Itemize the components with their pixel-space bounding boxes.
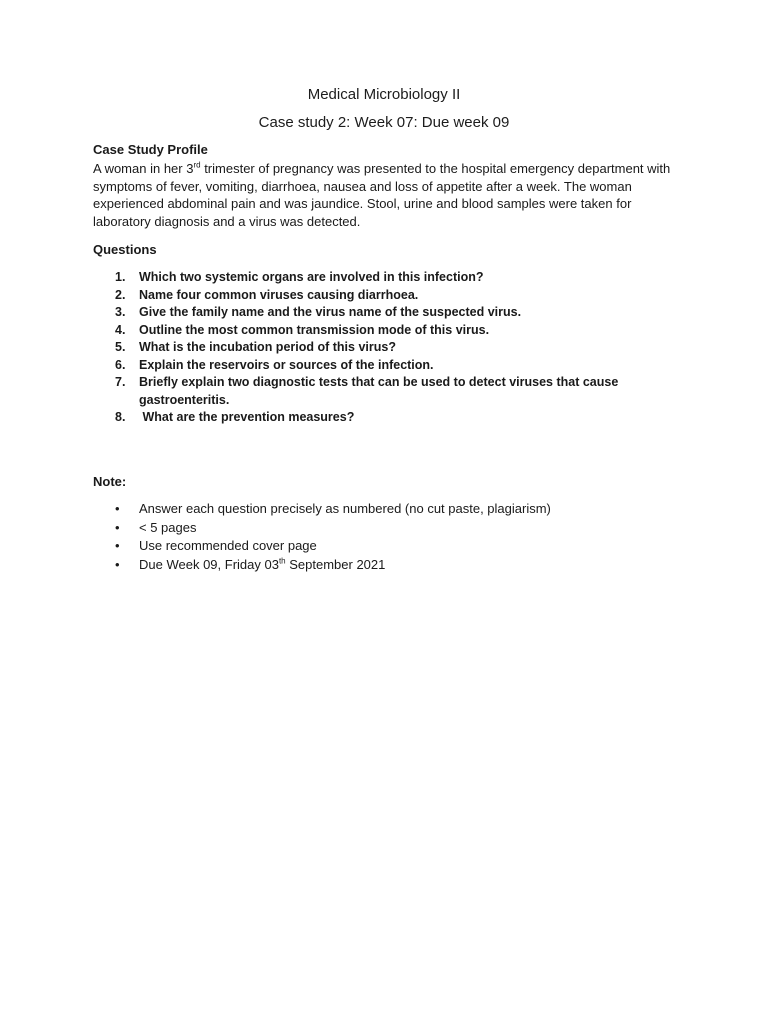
- profile-text-part1: A woman in her 3: [93, 161, 194, 176]
- note-item: [93, 537, 653, 556]
- bullet-icon: •: [115, 519, 120, 535]
- note-item: [93, 519, 653, 538]
- note-text: Answer each question precisely as numbered (no cut paste, plagiarism): [139, 501, 551, 516]
- question-number: 7.: [115, 375, 126, 389]
- question-text: Which two systemic organs are involved in this infection?: [139, 270, 484, 284]
- question-number: 4.: [115, 322, 126, 337]
- questions-heading: Questions: [93, 242, 157, 257]
- question-item: [93, 322, 633, 340]
- question-item: [93, 374, 633, 409]
- due-text-part1: Due Week 09, Friday 03: [139, 556, 279, 572]
- question-number: 5.: [115, 340, 126, 354]
- question-text: What is the incubation period of this virus?: [139, 340, 396, 354]
- question-number: 1.: [115, 270, 126, 284]
- profile-paragraph: [93, 160, 683, 230]
- question-number: 6.: [115, 357, 126, 372]
- question-number: 8.: [115, 410, 126, 424]
- question-text: Name four common viruses causing diarrhoea.: [139, 287, 419, 302]
- question-text: Explain the reservoirs or sources of the infection.: [139, 357, 434, 372]
- note-heading: Note:: [93, 474, 127, 489]
- question-number: 2.: [115, 287, 126, 302]
- bullet-icon: •: [115, 501, 120, 516]
- question-text: Give the family name and the virus name of the suspected virus.: [139, 305, 522, 319]
- question-item: [93, 339, 633, 357]
- notes-list: [93, 500, 653, 574]
- question-text: What are the prevention measures?: [139, 410, 355, 424]
- note-text: Use recommended cover page: [139, 538, 317, 553]
- document-subtitle: Case study 2: Week 07: Due week 09: [258, 114, 510, 131]
- question-item: [93, 269, 633, 287]
- note-item: [93, 500, 653, 519]
- due-text-sup: th: [278, 556, 286, 566]
- due-text-part2: September 2021: [285, 556, 386, 572]
- profile-heading: Case Study Profile: [93, 142, 208, 157]
- profile-text-sup: rd: [193, 160, 201, 170]
- question-item: [93, 357, 633, 375]
- note-item-due: [93, 556, 653, 575]
- bullet-icon: •: [115, 538, 120, 553]
- question-number: 3.: [115, 305, 126, 319]
- question-text: Outline the most common transmission mode of this virus.: [139, 322, 490, 337]
- questions-list: [93, 269, 633, 427]
- question-item: [93, 304, 633, 322]
- question-item: [93, 287, 633, 305]
- question-item: [93, 409, 633, 427]
- note-text: < 5 pages: [139, 519, 197, 535]
- question-text: Briefly explain two diagnostic tests that can be used to detect viruses that cause gastroenteritis.: [139, 375, 619, 407]
- profile-text-part2: trimester of pregnancy was presented to the hospital emergency department with symptoms of fever, vomiting, diarrhoea, nausea and loss of appetite after a week. The woman experienced abdominal pain and was jaundice. Stool, urine and blood samples were taken for laboratory diagnosis and a virus was detected.: [93, 161, 671, 229]
- bullet-icon: •: [115, 556, 120, 572]
- document-title: Medical Microbiology II: [307, 86, 461, 103]
